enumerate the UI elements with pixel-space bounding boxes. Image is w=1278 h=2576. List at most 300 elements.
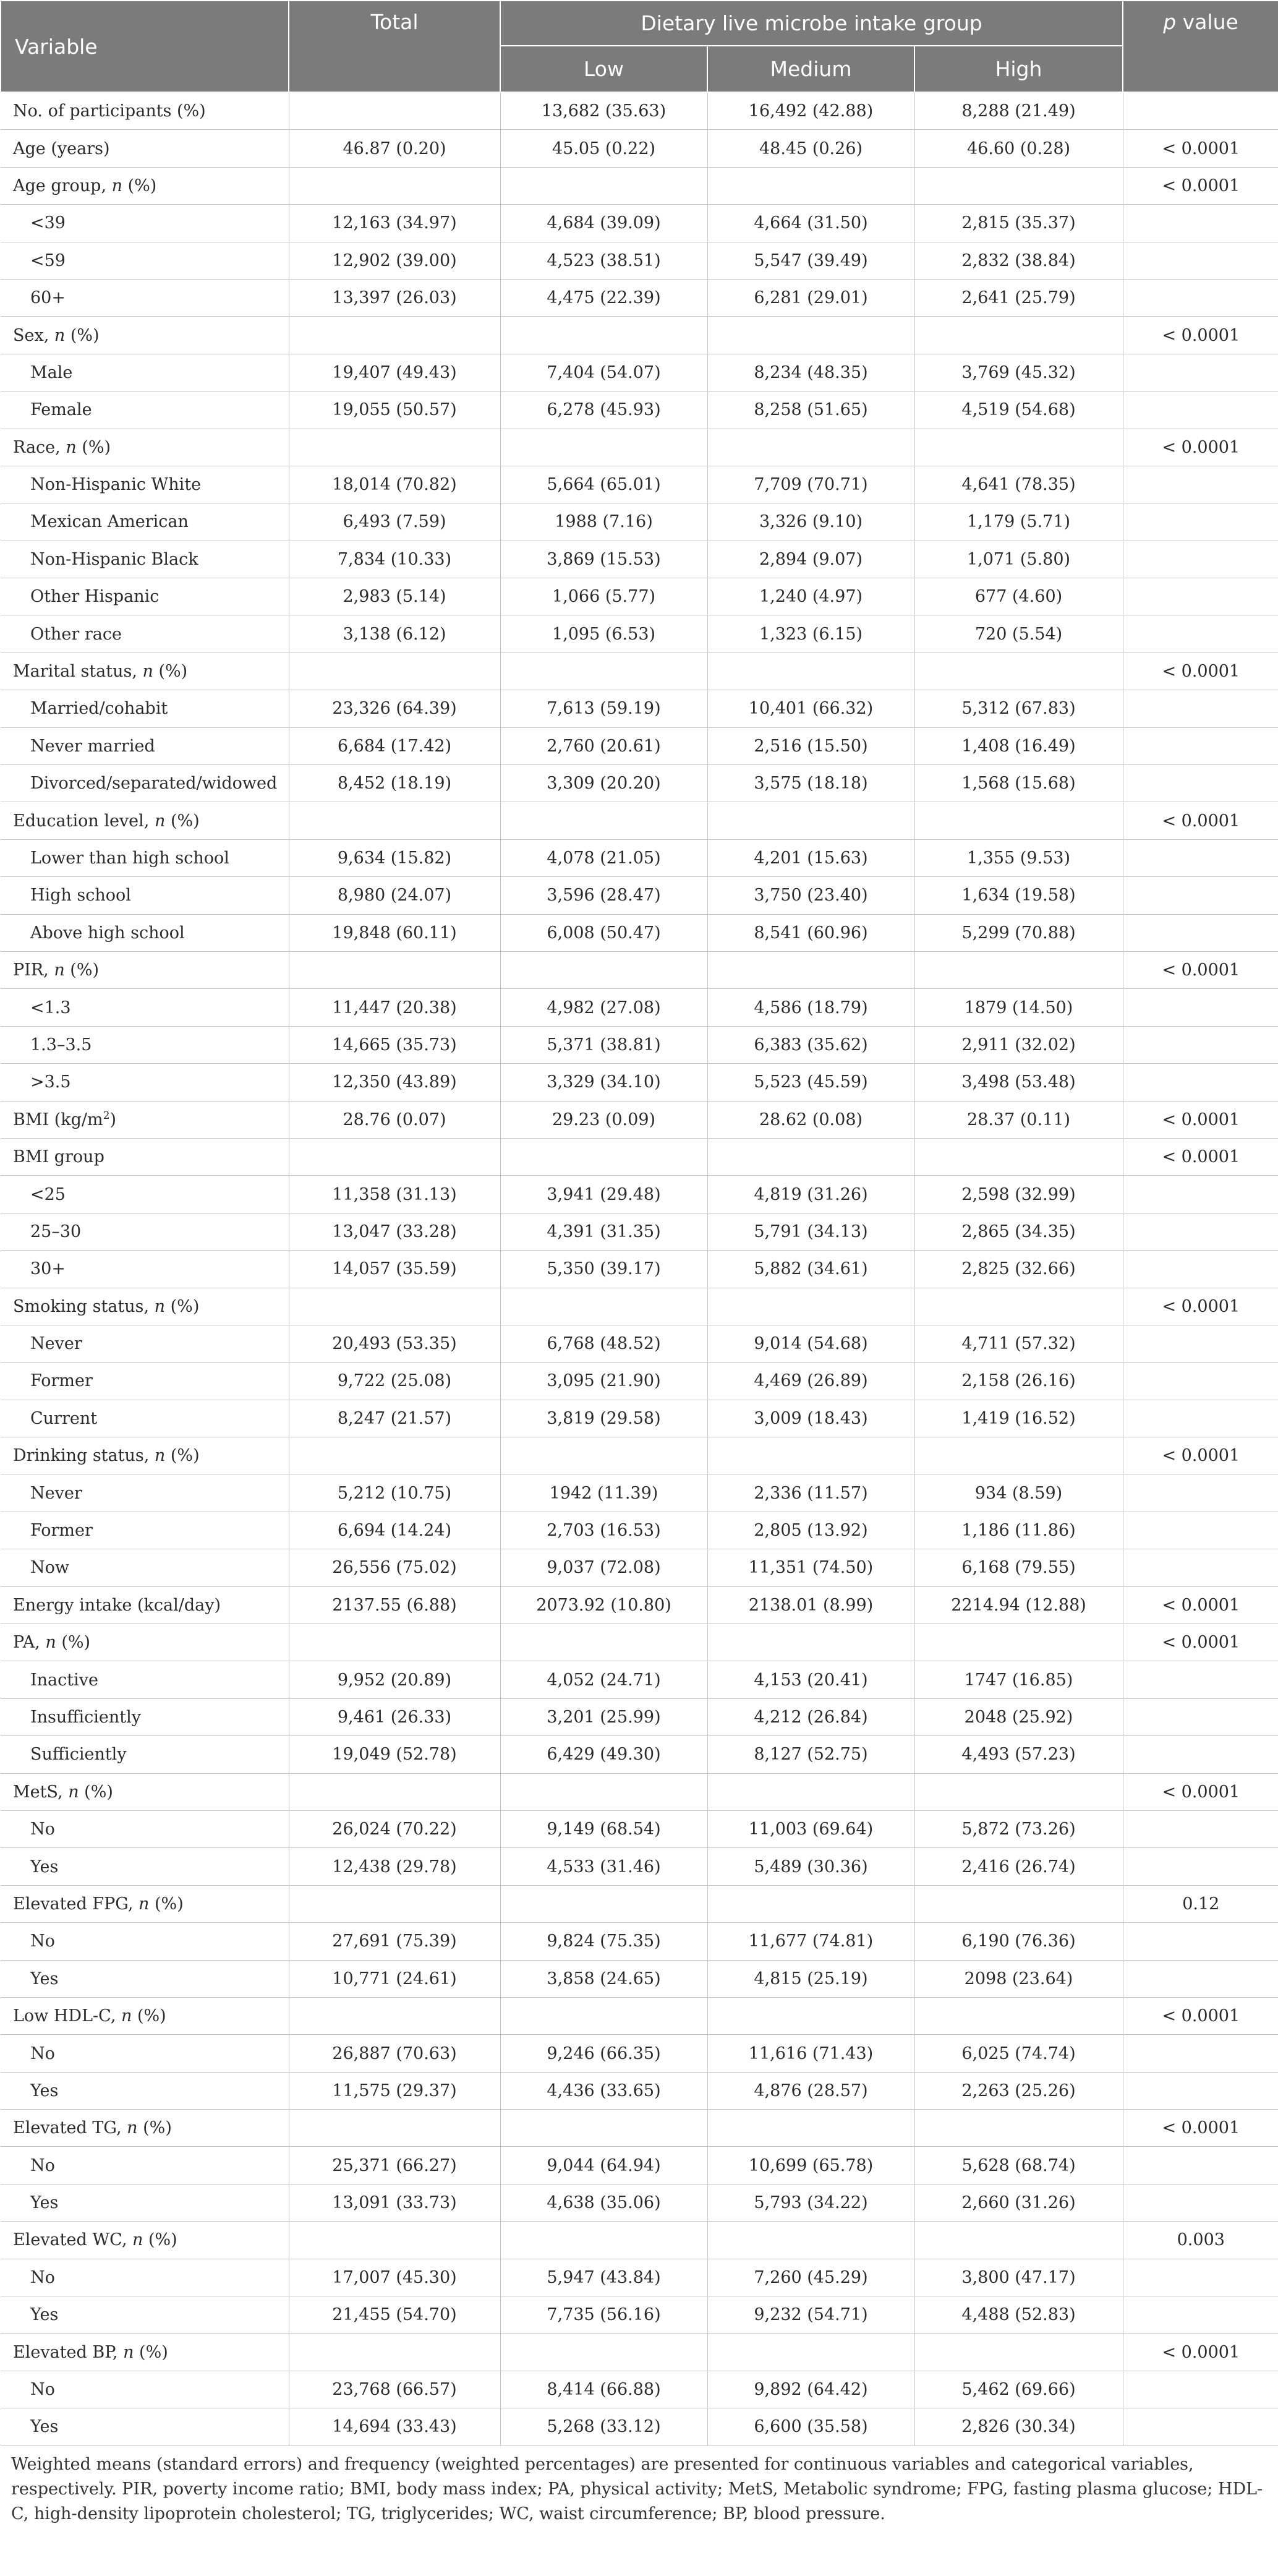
cell-low: 5,268 (33.12) <box>500 2408 707 2445</box>
cell-p <box>1123 503 1278 541</box>
cell-total <box>289 653 500 690</box>
row-label-text: Education level, <box>13 811 155 831</box>
cell-low: 4,475 (22.39) <box>500 279 707 316</box>
cell-high <box>914 802 1123 839</box>
cell-medium: 2138.01 (8.99) <box>707 1586 914 1624</box>
cell-low: 3,309 (20.20) <box>500 765 707 802</box>
row-label-text: Age group, <box>13 176 112 195</box>
row-label-suffix: (%) <box>64 961 100 980</box>
row-label-text: Insufficiently <box>30 1707 141 1727</box>
cell-low: 3,869 (15.53) <box>500 541 707 578</box>
table-body <box>1 92 1278 2445</box>
cell-low: 9,246 (66.35) <box>500 2035 707 2072</box>
table-row <box>1 727 1278 764</box>
cell-medium: 5,489 (30.36) <box>707 1848 914 1885</box>
cell-low: 2,703 (16.53) <box>500 1512 707 1549</box>
cell-medium <box>707 802 914 839</box>
cell-low <box>500 1773 707 1810</box>
cell-high <box>914 1773 1123 1810</box>
cell-total <box>289 1138 500 1175</box>
row-label <box>1 765 289 802</box>
cell-high <box>914 653 1123 690</box>
cell-low: 6,768 (48.52) <box>500 1325 707 1362</box>
cell-total: 2,983 (5.14) <box>289 578 500 615</box>
row-label-suffix: (%) <box>122 176 157 195</box>
row-label-text: Non-Hispanic Black <box>30 549 198 569</box>
cell-high: 2,826 (30.34) <box>914 2408 1123 2445</box>
row-label-n: n <box>138 1894 150 1914</box>
cell-total: 23,768 (66.57) <box>289 2371 500 2408</box>
row-label <box>1 2259 289 2296</box>
table-row <box>1 1474 1278 1512</box>
row-label-n: n <box>66 437 77 457</box>
cell-low: 4,052 (24.71) <box>500 1661 707 1698</box>
row-label-suffix: (%) <box>149 1894 184 1914</box>
cell-total: 26,024 (70.22) <box>289 1810 500 1847</box>
cell-low: 2073.92 (10.80) <box>500 1586 707 1624</box>
row-label <box>1 2035 289 2072</box>
cell-medium: 11,677 (74.81) <box>707 1923 914 1960</box>
cell-high: 6,168 (79.55) <box>914 1549 1123 1586</box>
cell-medium: 9,014 (54.68) <box>707 1325 914 1362</box>
row-label-n: n <box>45 1633 56 1653</box>
cell-medium: 10,699 (65.78) <box>707 2147 914 2184</box>
header-p-suffix: value <box>1176 10 1238 34</box>
cell-total <box>289 92 500 130</box>
cell-medium: 7,709 (70.71) <box>707 466 914 503</box>
cell-medium <box>707 2110 914 2147</box>
cell-low: 3,858 (24.65) <box>500 1960 707 1997</box>
cell-p <box>1123 2296 1278 2334</box>
row-label <box>1 167 289 204</box>
row-label-text: High school <box>30 886 131 905</box>
cell-medium: 4,876 (28.57) <box>707 2072 914 2109</box>
table-row <box>1 1325 1278 1362</box>
cell-total: 23,326 (64.39) <box>289 690 500 727</box>
row-label <box>1 2408 289 2445</box>
cell-total: 14,694 (33.43) <box>289 2408 500 2445</box>
cell-medium: 11,003 (69.64) <box>707 1810 914 1847</box>
cell-low: 45.05 (0.22) <box>500 130 707 167</box>
cell-p <box>1123 1363 1278 1400</box>
cell-low: 5,350 (39.17) <box>500 1251 707 1288</box>
cell-total: 13,091 (33.73) <box>289 2184 500 2221</box>
row-label-text: Current <box>30 1408 98 1428</box>
cell-medium <box>707 317 914 354</box>
row-label-text: Sufficiently <box>30 1745 127 1765</box>
row-label-text: Mexican American <box>30 512 189 532</box>
cell-total <box>289 2222 500 2259</box>
cell-total: 11,447 (20.38) <box>289 989 500 1026</box>
cell-high: 4,488 (52.83) <box>914 2296 1123 2334</box>
row-label-text: Married/cohabit <box>30 699 168 719</box>
cell-medium <box>707 1885 914 1922</box>
table-row <box>1 1026 1278 1063</box>
cell-total: 5,212 (10.75) <box>289 1474 500 1512</box>
row-label-text: Elevated WC, <box>13 2230 132 2250</box>
cell-medium: 5,547 (39.49) <box>707 242 914 279</box>
row-label-text: Never <box>30 1483 82 1503</box>
row-label <box>1 1736 289 1773</box>
row-label-text: No <box>30 1820 55 1839</box>
table-row <box>1 951 1278 988</box>
table-row <box>1 1400 1278 1437</box>
cell-medium: 11,351 (74.50) <box>707 1549 914 1586</box>
row-label-text: PA, <box>13 1633 46 1653</box>
row-label-text: No <box>30 2267 55 2287</box>
cell-total: 28.76 (0.07) <box>289 1101 500 1138</box>
cell-high <box>914 167 1123 204</box>
cell-high: 1,408 (16.49) <box>914 727 1123 764</box>
cell-total: 19,055 (50.57) <box>289 392 500 429</box>
row-label <box>1 1960 289 1997</box>
cell-p <box>1123 690 1278 727</box>
header-variable: Variable <box>1 1 289 92</box>
cell-high: 2,832 (38.84) <box>914 242 1123 279</box>
table-row <box>1 1661 1278 1698</box>
row-label-text: BMI (kg/m <box>13 1110 103 1130</box>
cell-p: < 0.0001 <box>1123 2110 1278 2147</box>
row-label-text: No <box>30 2380 55 2400</box>
cell-p <box>1123 1251 1278 1288</box>
row-label <box>1 1923 289 1960</box>
cell-low: 3,201 (25.99) <box>500 1698 707 1735</box>
cell-p <box>1123 392 1278 429</box>
table-row <box>1 578 1278 615</box>
cell-high: 2,598 (32.99) <box>914 1176 1123 1213</box>
row-label <box>1 1288 289 1325</box>
row-label-text: Low HDL-C, <box>13 2006 121 2026</box>
cell-medium <box>707 951 914 988</box>
cell-total: 3,138 (6.12) <box>289 615 500 653</box>
table-row <box>1 466 1278 503</box>
cell-high: 6,190 (76.36) <box>914 1923 1123 1960</box>
cell-high: 8,288 (21.49) <box>914 92 1123 130</box>
cell-medium <box>707 1437 914 1474</box>
row-label <box>1 2147 289 2184</box>
table-row <box>1 92 1278 130</box>
row-label <box>1 541 289 578</box>
cell-p <box>1123 1736 1278 1773</box>
table-row <box>1 1736 1278 1773</box>
row-label <box>1 2296 289 2334</box>
cell-low: 4,982 (27.08) <box>500 989 707 1026</box>
row-label-n: n <box>142 662 153 682</box>
cell-total: 7,834 (10.33) <box>289 541 500 578</box>
row-label-n: n <box>154 1296 166 1316</box>
cell-total: 27,691 (75.39) <box>289 1923 500 1960</box>
row-label <box>1 1176 289 1213</box>
table-row <box>1 1624 1278 1661</box>
row-label <box>1 2371 289 2408</box>
row-label <box>1 1549 289 1586</box>
row-label-text: >3.5 <box>30 1072 71 1092</box>
cell-total <box>289 1288 500 1325</box>
row-label-text: Yes <box>30 2193 59 2213</box>
row-label <box>1 242 289 279</box>
cell-low: 4,684 (39.09) <box>500 205 707 242</box>
row-label <box>1 92 289 130</box>
cell-medium: 2,336 (11.57) <box>707 1474 914 1512</box>
cell-p <box>1123 1176 1278 1213</box>
cell-total <box>289 1624 500 1661</box>
cell-high: 1,355 (9.53) <box>914 839 1123 876</box>
cell-low: 9,149 (68.54) <box>500 1810 707 1847</box>
table-row <box>1 541 1278 578</box>
row-label-n: n <box>127 2118 138 2138</box>
cell-high: 677 (4.60) <box>914 578 1123 615</box>
cell-medium: 6,600 (35.58) <box>707 2408 914 2445</box>
table-row <box>1 989 1278 1026</box>
cell-medium: 1,240 (4.97) <box>707 578 914 615</box>
cell-high: 720 (5.54) <box>914 615 1123 653</box>
cell-total <box>289 1885 500 1922</box>
cell-p <box>1123 839 1278 876</box>
cell-p: < 0.0001 <box>1123 1773 1278 1810</box>
row-label <box>1 1213 289 1250</box>
row-label-suffix: (%) <box>165 1296 200 1316</box>
cell-p <box>1123 92 1278 130</box>
cell-p <box>1123 2072 1278 2109</box>
row-label <box>1 2184 289 2221</box>
row-label <box>1 1512 289 1549</box>
row-label-n: n <box>54 961 65 980</box>
cell-p <box>1123 1810 1278 1847</box>
row-label-text: Smoking status, <box>13 1296 155 1316</box>
table-header <box>1 1 1278 92</box>
row-label-text: No <box>30 2155 55 2175</box>
cell-low <box>500 1885 707 1922</box>
cell-total: 26,556 (75.02) <box>289 1549 500 1586</box>
row-label-text: Now <box>30 1558 69 1578</box>
row-label <box>1 1026 289 1063</box>
cell-p <box>1123 1512 1278 1549</box>
table-row <box>1 1138 1278 1175</box>
cell-medium <box>707 1773 914 1810</box>
cell-low: 9,037 (72.08) <box>500 1549 707 1586</box>
cell-medium <box>707 2334 914 2371</box>
cell-high: 1879 (14.50) <box>914 989 1123 1026</box>
cell-medium: 4,586 (18.79) <box>707 989 914 1026</box>
row-label-superscript: 2 <box>103 1110 110 1123</box>
header-high: High <box>914 46 1123 92</box>
cell-medium: 4,153 (20.41) <box>707 1661 914 1698</box>
row-label <box>1 1064 289 1101</box>
table-row <box>1 1586 1278 1624</box>
cell-total: 6,493 (7.59) <box>289 503 500 541</box>
cell-low <box>500 167 707 204</box>
cell-low <box>500 1624 707 1661</box>
cell-p <box>1123 1923 1278 1960</box>
cell-total: 9,722 (25.08) <box>289 1363 500 1400</box>
cell-high <box>914 1997 1123 2034</box>
header-group: Dietary live microbe intake group <box>500 1 1123 46</box>
row-label-suffix: (%) <box>153 662 188 682</box>
cell-low: 6,429 (49.30) <box>500 1736 707 1773</box>
row-label <box>1 690 289 727</box>
cell-total <box>289 951 500 988</box>
cell-high: 1,419 (16.52) <box>914 1400 1123 1437</box>
cell-total: 9,952 (20.89) <box>289 1661 500 1698</box>
row-label-text: No <box>30 2043 55 2063</box>
cell-medium: 16,492 (42.88) <box>707 92 914 130</box>
cell-high <box>914 429 1123 466</box>
row-label-text: 25–30 <box>30 1222 82 1241</box>
cell-medium: 5,791 (34.13) <box>707 1213 914 1250</box>
table-row <box>1 279 1278 316</box>
row-label-suffix: ) <box>109 1110 116 1130</box>
row-label <box>1 2334 289 2371</box>
cell-p: < 0.0001 <box>1123 1997 1278 2034</box>
cell-low: 9,824 (75.35) <box>500 1923 707 1960</box>
row-label <box>1 1810 289 1847</box>
row-label <box>1 1400 289 1437</box>
cell-p <box>1123 466 1278 503</box>
table-row <box>1 1997 1278 2034</box>
table-row <box>1 2259 1278 2296</box>
cell-total: 19,407 (49.43) <box>289 354 500 391</box>
row-label-n: n <box>154 1446 166 1466</box>
row-label-text: Female <box>30 400 92 420</box>
row-label-text: Former <box>30 1371 93 1391</box>
cell-p <box>1123 914 1278 951</box>
cell-high <box>914 1138 1123 1175</box>
row-label <box>1 354 289 391</box>
cell-total: 12,438 (29.78) <box>289 1848 500 1885</box>
cell-low: 7,404 (54.07) <box>500 354 707 391</box>
table-footnote: Weighted means (standard errors) and frequency (weighted percentages) are presented for continuous variables and categorical variables, respectively. PIR, poverty income ratio; BMI, body mass index; PA, physical activity; MetS, Metabolic syndrome; FPG, fasting plasma glucose; HDL-C, high-density lipoprotein cholesterol; TG, triglycerides; WC, waist circumference; BP, blood pressure. <box>11 2454 1263 2523</box>
row-label-suffix: (%) <box>165 1446 200 1466</box>
cell-low: 3,941 (29.48) <box>500 1176 707 1213</box>
cell-low: 2,760 (20.61) <box>500 727 707 764</box>
cell-low: 4,436 (33.65) <box>500 2072 707 2109</box>
cell-low: 8,414 (66.88) <box>500 2371 707 2408</box>
cell-p: < 0.0001 <box>1123 951 1278 988</box>
row-label-suffix: (%) <box>79 1782 113 1802</box>
cell-medium: 4,469 (26.89) <box>707 1363 914 1400</box>
row-label-n: n <box>121 2006 132 2026</box>
cell-total: 8,452 (18.19) <box>289 765 500 802</box>
row-label <box>1 1885 289 1922</box>
cell-p <box>1123 989 1278 1026</box>
cell-high <box>914 2110 1123 2147</box>
cell-high: 1,186 (11.86) <box>914 1512 1123 1549</box>
cell-medium: 4,819 (31.26) <box>707 1176 914 1213</box>
cell-medium: 48.45 (0.26) <box>707 130 914 167</box>
cell-p: 0.12 <box>1123 1885 1278 1922</box>
row-label-n: n <box>54 325 66 345</box>
row-label-text: Yes <box>30 1857 59 1876</box>
cell-total: 13,047 (33.28) <box>289 1213 500 1250</box>
cell-high: 2,911 (32.02) <box>914 1026 1123 1063</box>
cell-high: 5,462 (69.66) <box>914 2371 1123 2408</box>
cell-low <box>500 1138 707 1175</box>
row-label <box>1 1661 289 1698</box>
cell-medium: 7,260 (45.29) <box>707 2259 914 2296</box>
cell-p <box>1123 1400 1278 1437</box>
cell-p <box>1123 354 1278 391</box>
row-label-n: n <box>132 2230 143 2250</box>
cell-high: 2,825 (32.66) <box>914 1251 1123 1288</box>
cell-total: 18,014 (70.82) <box>289 466 500 503</box>
cell-medium: 4,815 (25.19) <box>707 1960 914 1997</box>
cell-p: < 0.0001 <box>1123 317 1278 354</box>
cell-high <box>914 951 1123 988</box>
cell-medium <box>707 2222 914 2259</box>
cell-low: 6,008 (50.47) <box>500 914 707 951</box>
cell-total <box>289 2110 500 2147</box>
table-row <box>1 1176 1278 1213</box>
cell-high: 3,769 (45.32) <box>914 354 1123 391</box>
cell-low: 1,066 (5.77) <box>500 578 707 615</box>
row-label <box>1 503 289 541</box>
cell-total: 6,694 (14.24) <box>289 1512 500 1549</box>
cell-total: 8,247 (21.57) <box>289 1400 500 1437</box>
cell-high: 4,519 (54.68) <box>914 392 1123 429</box>
cell-total: 13,397 (26.03) <box>289 279 500 316</box>
cell-medium: 8,234 (48.35) <box>707 354 914 391</box>
cell-low <box>500 1288 707 1325</box>
cell-medium: 6,383 (35.62) <box>707 1026 914 1063</box>
table-row <box>1 1213 1278 1250</box>
row-label <box>1 466 289 503</box>
row-label-suffix: (%) <box>165 811 200 831</box>
table-row <box>1 503 1278 541</box>
cell-high: 2098 (23.64) <box>914 1960 1123 1997</box>
table-row <box>1 1437 1278 1474</box>
cell-p: < 0.0001 <box>1123 802 1278 839</box>
row-label <box>1 429 289 466</box>
row-label <box>1 802 289 839</box>
table-row <box>1 1698 1278 1735</box>
cell-p <box>1123 615 1278 653</box>
cell-p <box>1123 205 1278 242</box>
cell-medium: 2,894 (9.07) <box>707 541 914 578</box>
cell-low: 4,078 (21.05) <box>500 839 707 876</box>
cell-total: 2137.55 (6.88) <box>289 1586 500 1624</box>
cell-high: 2,815 (35.37) <box>914 205 1123 242</box>
row-label-text: 30+ <box>30 1259 66 1279</box>
cell-medium <box>707 653 914 690</box>
cell-total <box>289 429 500 466</box>
row-label-suffix: (%) <box>65 325 100 345</box>
row-label-text: No. of participants (%) <box>13 101 206 121</box>
cell-p <box>1123 2147 1278 2184</box>
cell-high: 46.60 (0.28) <box>914 130 1123 167</box>
table-row <box>1 1064 1278 1101</box>
cell-total: 11,358 (31.13) <box>289 1176 500 1213</box>
table-row <box>1 914 1278 951</box>
cell-high: 4,493 (57.23) <box>914 1736 1123 1773</box>
row-label <box>1 1325 289 1362</box>
cell-p: < 0.0001 <box>1123 167 1278 204</box>
row-label-text: Non-Hispanic White <box>30 475 202 495</box>
cell-p <box>1123 1474 1278 1512</box>
row-label <box>1 1474 289 1512</box>
cell-total: 25,371 (66.27) <box>289 2147 500 2184</box>
table-row <box>1 615 1278 653</box>
cell-medium: 9,232 (54.71) <box>707 2296 914 2334</box>
cell-medium <box>707 167 914 204</box>
row-label-text: <1.3 <box>30 998 71 1017</box>
cell-p <box>1123 2035 1278 2072</box>
row-label <box>1 615 289 653</box>
cell-total <box>289 2334 500 2371</box>
table-row <box>1 1288 1278 1325</box>
cell-total: 17,007 (45.30) <box>289 2259 500 2296</box>
row-label <box>1 1251 289 1288</box>
cell-low: 3,095 (21.90) <box>500 1363 707 1400</box>
